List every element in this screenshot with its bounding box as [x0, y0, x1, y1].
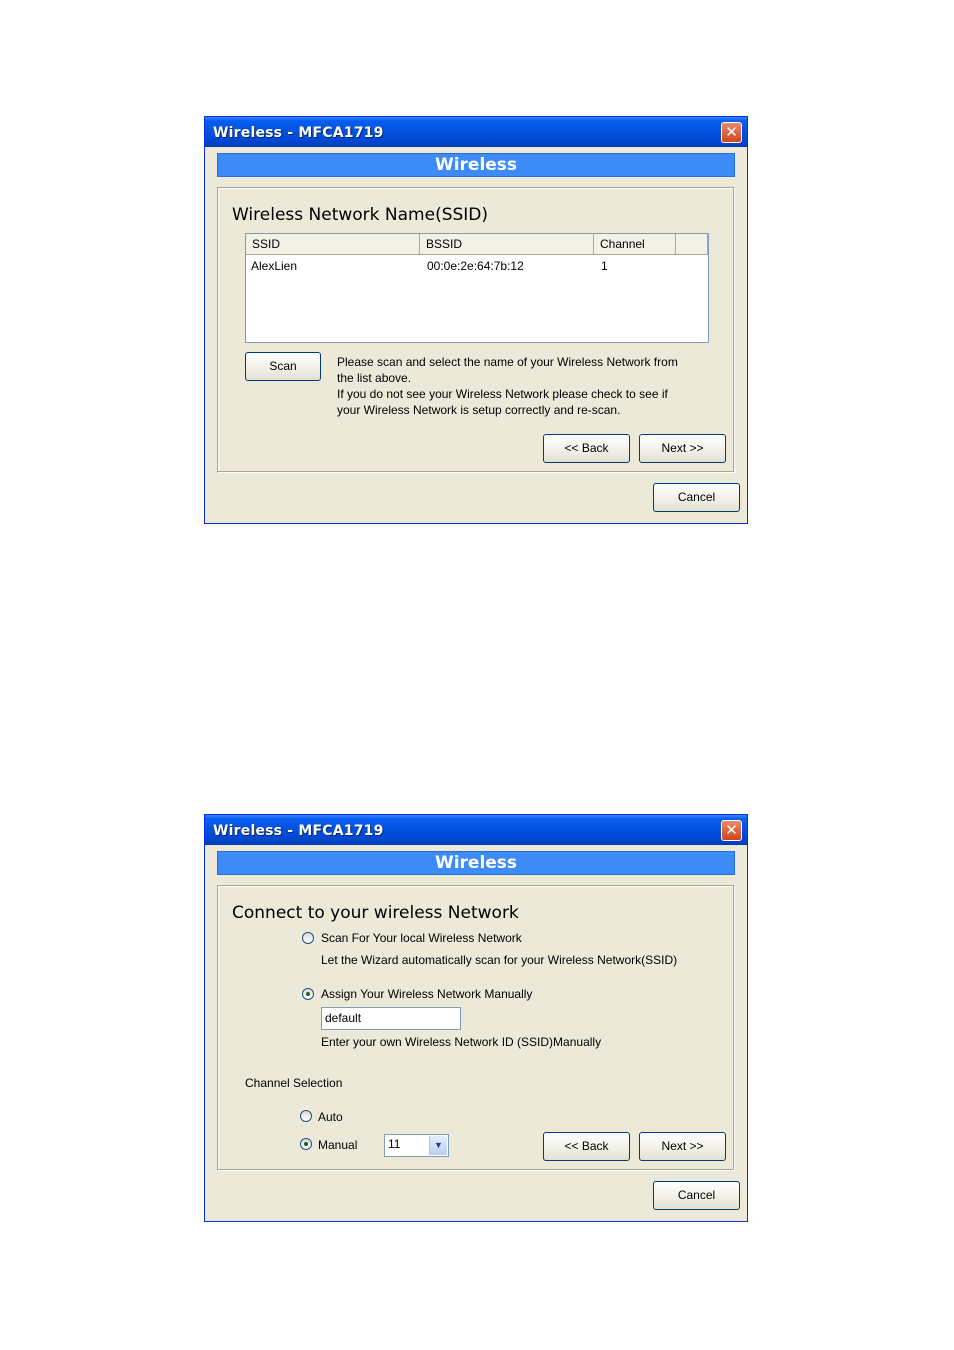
manual-option-description: Enter your own Wireless Network ID (SSID)Manually [321, 1035, 602, 1049]
manual-option-label[interactable]: Assign Your Wireless Network Manually [321, 987, 533, 1001]
wireless-ssid-dialog [204, 116, 748, 524]
network-list[interactable] [245, 233, 709, 343]
instructions-text [337, 354, 678, 418]
wizard-banner: Wireless [217, 851, 735, 875]
chevron-down-icon[interactable]: ▼ [429, 1136, 447, 1155]
instruction-line: the list above. [337, 371, 412, 385]
column-channel[interactable]: Channel [594, 234, 676, 254]
cell-bssid: 00:0e:2e:64:7b:12 [427, 259, 524, 273]
back-button[interactable]: << Back [543, 434, 630, 463]
next-button[interactable]: Next >> [639, 1132, 726, 1161]
scan-option-radio[interactable] [302, 932, 314, 944]
list-header [246, 234, 708, 255]
manual-option-radio[interactable] [302, 988, 314, 1000]
window-title: Wireless - MFCA1719 [213, 125, 384, 141]
manual-channel-label[interactable]: Manual [318, 1138, 358, 1152]
instruction-line: your Wireless Network is setup correctly and re-scan. [337, 403, 621, 417]
column-bssid[interactable]: BSSID [420, 234, 594, 254]
title-bar[interactable] [205, 117, 747, 147]
auto-channel-label[interactable]: Auto [318, 1110, 343, 1124]
scan-option-label[interactable]: Scan For Your local Wireless Network [321, 931, 522, 945]
section-heading: Connect to your wireless Network [232, 903, 519, 923]
close-icon[interactable]: ✕ [721, 122, 742, 143]
cancel-button[interactable]: Cancel [653, 483, 740, 512]
title-bar[interactable] [205, 815, 747, 845]
back-button[interactable]: << Back [543, 1132, 630, 1161]
content-panel [217, 885, 735, 1171]
close-icon[interactable]: ✕ [721, 820, 742, 841]
auto-channel-radio[interactable] [300, 1110, 312, 1122]
scan-button[interactable]: Scan [245, 352, 321, 381]
column-filler [676, 234, 708, 254]
scan-option-description: Let the Wizard automatically scan for your Wireless Network(SSID) [321, 953, 678, 967]
cancel-button[interactable]: Cancel [653, 1181, 740, 1210]
manual-channel-radio[interactable] [300, 1138, 312, 1150]
wireless-connect-dialog [204, 814, 748, 1222]
wizard-banner: Wireless [217, 153, 735, 177]
window-title: Wireless - MFCA1719 [213, 823, 384, 839]
cell-ssid: AlexLien [251, 259, 298, 273]
instruction-line: If you do not see your Wireless Network please check to see if [337, 387, 668, 401]
section-heading: Wireless Network Name(SSID) [232, 205, 489, 225]
channel-select-value: 11 [388, 1137, 401, 1151]
instruction-line: Please scan and select the name of your Wireless Network from [337, 355, 678, 369]
next-button[interactable]: Next >> [639, 434, 726, 463]
ssid-input[interactable]: default [321, 1007, 461, 1030]
column-ssid[interactable]: SSID [246, 234, 420, 254]
cell-channel: 1 [601, 259, 608, 273]
channel-selection-heading: Channel Selection [245, 1076, 343, 1090]
channel-select[interactable] [384, 1134, 449, 1157]
